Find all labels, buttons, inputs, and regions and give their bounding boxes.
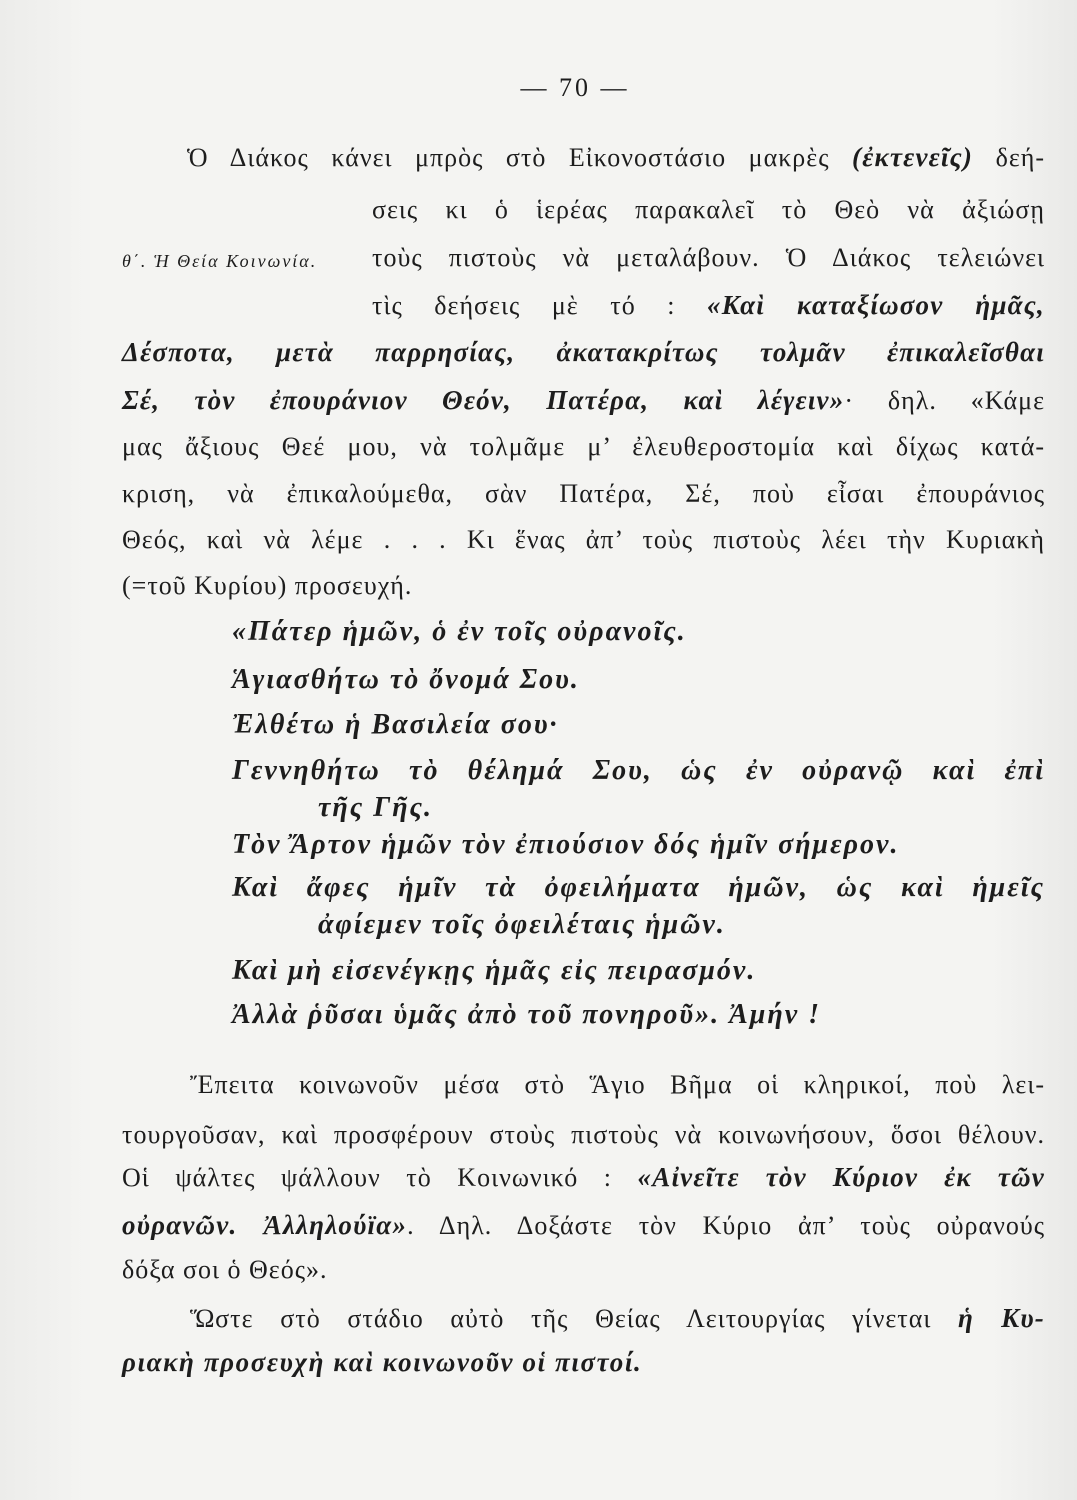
text-run: τὶς δεήσεις μὲ τό : xyxy=(372,291,708,320)
text-run: τοὺς πιστοὺς νὰ μεταλάβουν. Ὁ Διάκος τελειώνει xyxy=(372,243,1045,272)
emphasis-run: Σέ, τὸν ἐπουράνιον Θεόν, Πατέρα, καὶ λέγειν» xyxy=(122,385,845,415)
text-line xyxy=(122,429,1045,465)
text-run: δόξα σοι ὁ Θεός». xyxy=(122,1255,328,1284)
text-line xyxy=(122,1207,1045,1243)
prayer-line: «Πάτερ ἡμῶν, ὁ ἐν τοῖς οὐρανοῖς. xyxy=(232,616,687,647)
text-run: (=τοῦ Κυρίου) προσευχή. xyxy=(122,571,413,600)
prayer-line: Ἀλλὰ ῥῦσαι ὑμᾶς ἀπὸ τοῦ πονηροῦ». Ἀμήν ! xyxy=(232,999,822,1030)
text-line xyxy=(122,568,412,604)
page-number: — 70 — xyxy=(520,73,630,102)
text-run: Ὥστε στὸ στάδιο αὐτὸ τῆς Θείας Λειτουργίας γίνεται xyxy=(190,1304,959,1333)
text-line xyxy=(122,1159,1045,1195)
text-run: Οἱ ψάλτες ψάλλουν τὸ Κοινωνικό : xyxy=(122,1163,638,1192)
text-run: κριση, νὰ ἐπικαλούμεθα, σὰν Πατέρα, Σέ, ποὺ εἶσαι ἐπουράνιος xyxy=(122,479,1045,508)
text-line xyxy=(122,382,1045,418)
prayer-line: Καὶ μὴ εἰσενέγκῃς ἡμᾶς εἰς πειρασμόν. xyxy=(232,955,757,986)
prayer-line: Καὶ ἄφες ἡμῖν τὰ ὀφειλήματα ἡμῶν, ὡς καὶ ἡμεῖς xyxy=(232,872,1045,903)
prayer-line: ἀφίεμεν τοῖς ὀφειλέταις ἡμῶν. xyxy=(318,909,726,940)
text-line xyxy=(372,287,1045,323)
prayer-line: Ἁγιασθήτω τὸ ὄνομά Σου. xyxy=(232,664,580,695)
text-line xyxy=(122,1252,328,1288)
text-line xyxy=(190,1300,1045,1336)
text-line xyxy=(372,192,1045,228)
prayer-line: Ἐλθέτω ἡ Βασιλεία σου· xyxy=(232,709,559,740)
margin-note: θ΄. Ἡ Θεία Κοινωνία. xyxy=(122,251,318,271)
emphasis-run: ἡ Κυ- xyxy=(958,1303,1045,1333)
emphasis-run: Δέσποτα, μετὰ παρρησίας, ἀκατακρίτως τολμᾶν ἐπικαλεῖσθαι xyxy=(122,337,1045,367)
text-line xyxy=(122,334,1045,370)
text-run: Θεός, καὶ νὰ λέμε . . . Κι ἕνας ἀπ’ τοὺς πιστοὺς λέει τὴν Κυριακὴ xyxy=(122,525,1045,554)
text-run: δεή- xyxy=(973,143,1045,172)
text-line xyxy=(122,522,1045,558)
emphasis-run: «Καὶ καταξίωσον ἡμᾶς, xyxy=(707,290,1045,320)
emphasis-run: (ἐκτενεῖς) xyxy=(852,142,974,172)
emphasis-run: «Αἰνεῖτε τὸν Κύριον ἐκ τῶν xyxy=(637,1162,1045,1192)
text-line xyxy=(122,476,1045,512)
text-run: Ἔπειτα κοινωνοῦν μέσα στὸ Ἅγιο Βῆμα οἱ κληρικοί, ποὺ λει- xyxy=(190,1070,1045,1099)
emphasis-run: οὐρανῶν. Ἀλληλούϊα» xyxy=(122,1210,408,1240)
emphasis-run: ριακὴ προσευχὴ καὶ κοινωνοῦν οἱ πιστοί. xyxy=(122,1347,643,1377)
text-run: Ὁ Διάκος κάνει μπρὸς στὸ Εἰκονοστάσιο μακρὲς xyxy=(187,143,853,172)
text-run: . Δηλ. Δοξάστε τὸν Κύριο ἀπ’ τοὺς οὐρανούς xyxy=(407,1211,1046,1240)
prayer-line: Γεννηθήτω τὸ θέλημά Σου, ὡς ἐν οὐρανῷ καὶ ἐπὶ xyxy=(232,755,1045,786)
text-run: μας ἄξιους Θεέ μου, νὰ τολμᾶμε μ’ ἐλευθεροστομία καὶ δίχως κατά- xyxy=(122,432,1045,461)
text-line xyxy=(122,1344,642,1380)
text-run: σεις κι ὁ ἱερέας παρακαλεῖ τὸ Θεὸ νὰ ἀξιώσῃ xyxy=(372,195,1045,224)
text-line xyxy=(122,1117,1045,1153)
text-line xyxy=(187,139,1045,175)
text-run: · δηλ. «Κάμε xyxy=(844,386,1045,415)
text-line xyxy=(190,1067,1045,1103)
text-line xyxy=(372,240,1045,276)
prayer-line: τῆς Γῆς. xyxy=(318,792,434,823)
text-run: τουργοῦσαν, καὶ προσφέρουν στοὺς πιστοὺς νὰ κοινωνήσουν, ὅσοι θέλουν. xyxy=(122,1120,1045,1149)
prayer-line: Τὸν Ἄρτον ἡμῶν τὸν ἐπιούσιον δός ἡμῖν σήμερον. xyxy=(232,829,900,860)
